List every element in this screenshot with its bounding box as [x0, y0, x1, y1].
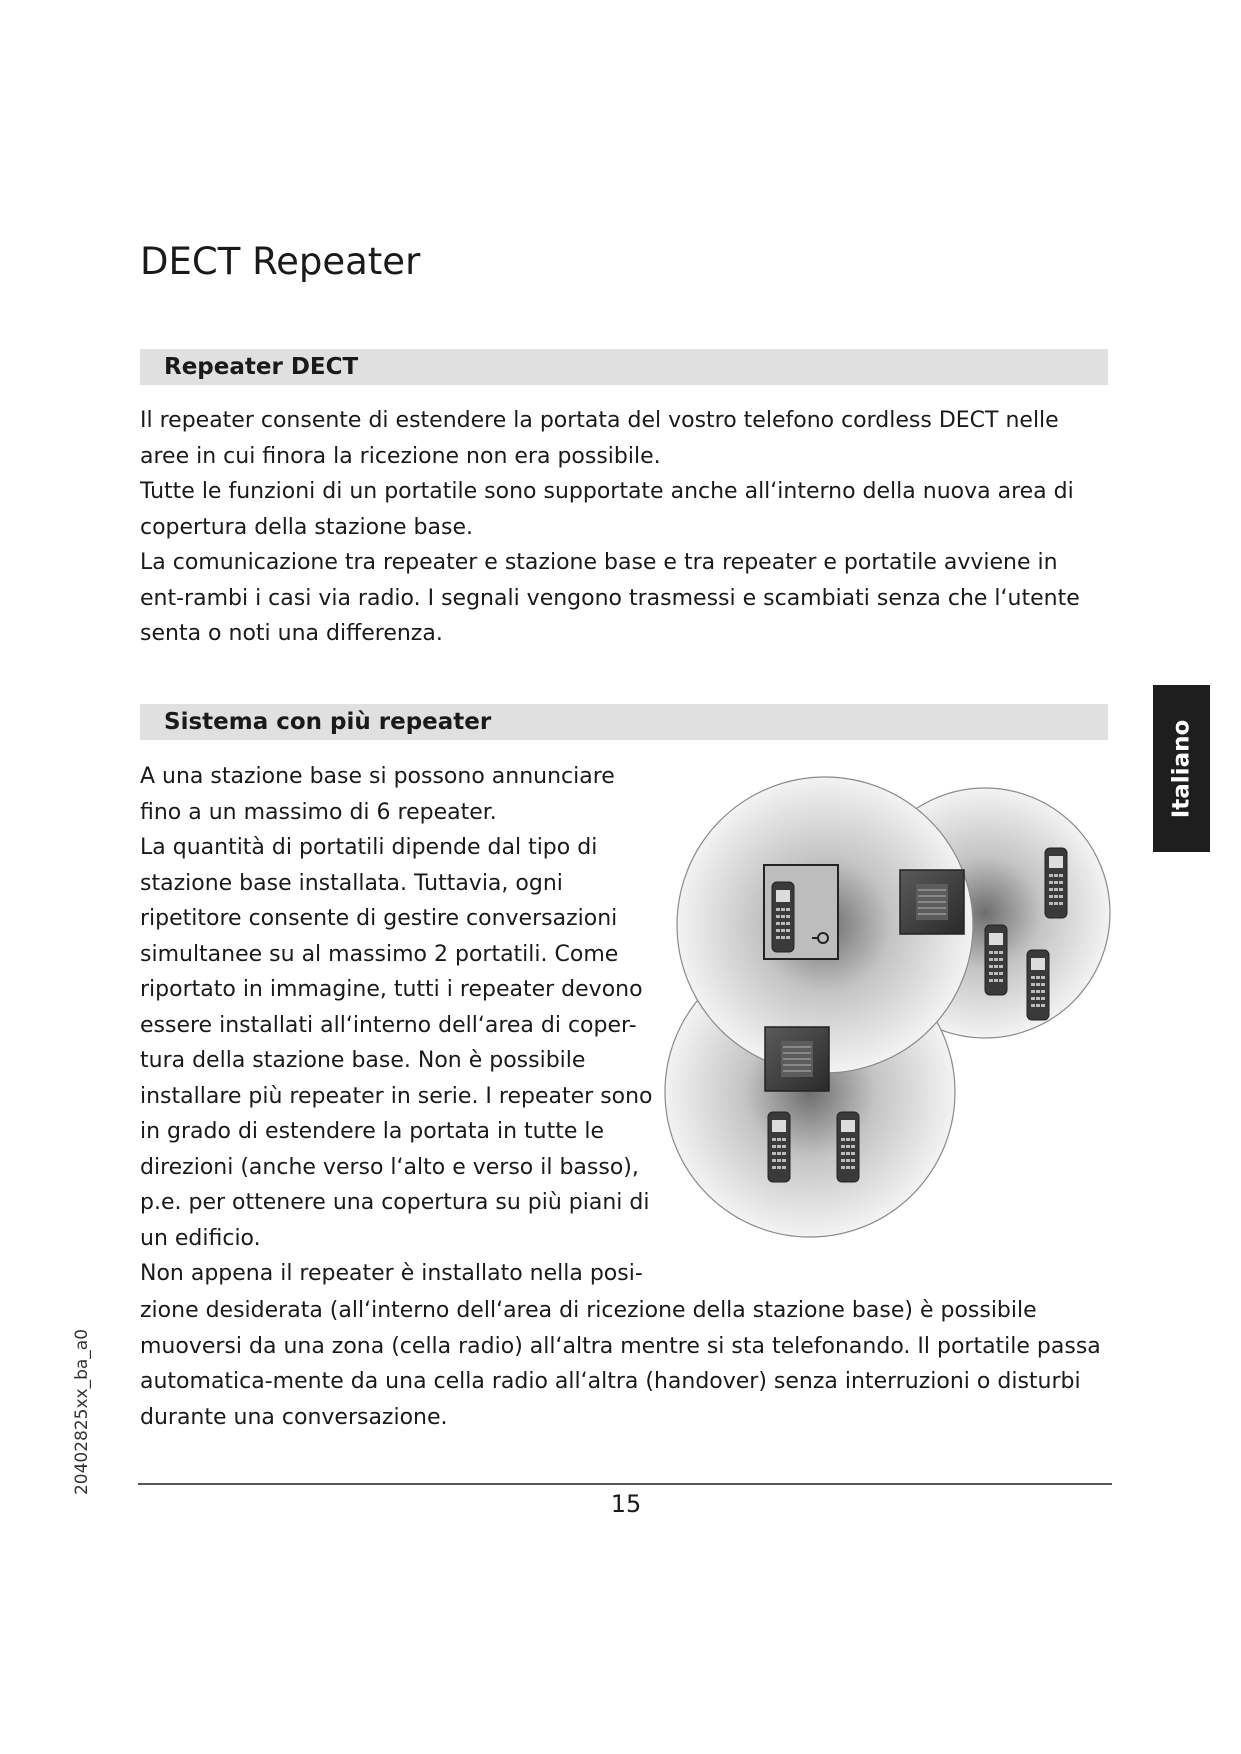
sistema-paragraph-full — [140, 1293, 1110, 1435]
section-heading: Sistema con più repeater — [164, 709, 492, 735]
handset-icon — [1045, 848, 1067, 918]
section-header-sistema — [140, 704, 1108, 740]
page-number: 15 — [610, 1490, 642, 1518]
page-title: DECT Repeater — [140, 240, 421, 283]
repeater-dect-paragraph — [140, 403, 1090, 652]
footer-divider — [138, 1483, 1112, 1485]
language-tab-label: Italiano — [1168, 719, 1195, 818]
handset-icon — [985, 925, 1007, 995]
section-header-repeater-dect — [140, 349, 1108, 385]
section-heading: Repeater DECT — [164, 354, 359, 380]
paragraph-text: Il repeater consente di estendere la portata del vostro telefono cordless DECT nelle aree in cui finora la ricezione non era possibile. Tutte le funzioni di un portatile sono supportate anche all‘interno della nuova area di copertura della stazione base. La comunicazione tra repeater e stazione base e tra repeater e portatile avviene in ent-rambi i casi via radio. I segnali vengono trasmessi e scambiati senza che l‘utente senta o noti una differenza. — [140, 408, 1080, 646]
language-tab — [1153, 685, 1210, 852]
dect-coverage-diagram-icon — [640, 760, 1120, 1260]
document-code: 20402825xx_ba_a0 — [72, 1328, 92, 1496]
handset-icon — [768, 1112, 790, 1182]
base-station-icon — [764, 865, 838, 959]
repeater-icon — [765, 1027, 829, 1091]
handset-icon — [837, 1112, 859, 1182]
paragraph-text: A una stazione base si possono annunciare fino a un massimo di 6 repeater. La quantità di portatili dipende dal tipo di stazione base installata. Tuttavia, ogni ripetitore consente di gestire conversazioni simultanee su al massimo 2 portatili. Come riportato in immagine, tutti i repeater devono essere installati all‘interno dell‘area di coper-tura della stazione base. Non è possibile installare più repeater in serie. I repeater sono in grado di estendere la portata in tutte le direzioni (anche verso l‘alto e verso il basso), p.e. per ottenere una copertura su più piani di un edificio. Non appena il repeater è installato nella posi- — [140, 764, 653, 1286]
sistema-paragraph-wrapped — [140, 759, 660, 1292]
paragraph-text: zione desiderata (all‘interno dell‘area di ricezione della stazione base) è possibile muoversi da una zona (cella radio) all‘altra mentre si sta telefonando. Il portatile passa automatica-mente da una cella radio all‘altra (handover) senza interruzioni o disturbi durante una conversazione. — [140, 1298, 1101, 1430]
repeater-icon — [900, 870, 964, 934]
handset-icon — [1027, 950, 1049, 1020]
